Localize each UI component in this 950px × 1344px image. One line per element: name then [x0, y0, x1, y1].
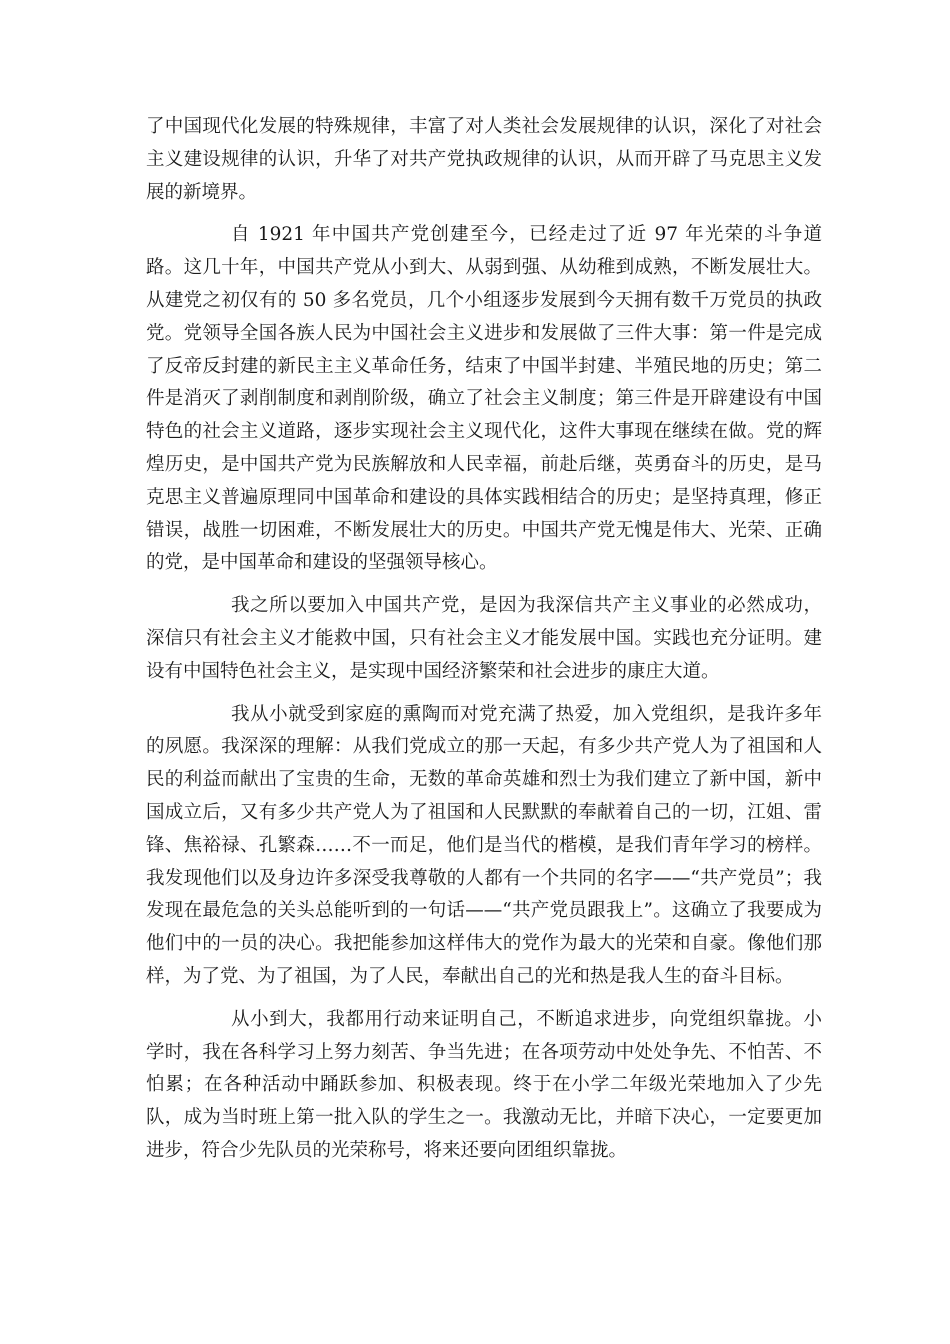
paragraph-childhood-aspiration: 我从小就受到家庭的熏陶而对党充满了热爱，加入党组织，是我许多年的夙愿。我深深的理解：从我们党成立的那一天起，有多少共产党人为了祖国和人民的利益而献出了宝贵的生命，无数的革命英雄和烈士为我们建立了新中国，新中国成立后，又有多少共产党人为了祖国和人民默默的奉献着自己的一切，江姐、雷锋、焦裕禄、孔繁森……不一而足，他们是当代的楷模，是我们青年学习的榜样。我发现他们以及身边许多深受我尊敬的人都有一个共同的名字——“共产党员”；我发现在最危急的关头总能听到的一句话——“共产党员跟我上”。这确立了我要成为他们中的一员的决心。我把能参加这样伟大的党作为最大的光荣和自豪。像他们那样，为了党、为了祖国，为了人民，奉献出自己的光和热是我人生的奋斗目标。: [146, 703, 822, 987]
paragraph-school-progress: 从小到大，我都用行动来证明自己，不断追求进步，向党组织靠拢。小学时，我在各科学习上努力刻苦、争当先进；在各项劳动中处处争先、不怕苦、不怕累；在各种活动中踊跃参加、积极表现。终于在小学二年级光荣地加入了少先队，成为当时班上第一批入队的学生之一。我激动无比，并暗下决心，一定要更加进步，符合少先队员的光荣称号，将来还要向团组织靠拢。: [146, 1008, 822, 1161]
paragraph-reason-joining: 我之所以要加入中国共产党，是因为我深信共产主义事业的必然成功，深信只有社会主义才能救中国，只有社会主义才能发展中国。实践也充分证明。建设有中国特色社会主义，是实现中国经济繁荣和社会进步的康庄大道。: [146, 595, 822, 682]
paragraph-continued: 了中国现代化发展的特殊规律，丰富了对人类社会发展规律的认识，深化了对社会主义建设规律的认识，升华了对共产党执政规律的认识，从而开辟了马克思主义发展的新境界。: [146, 116, 822, 203]
paragraph-party-history: 自 1921 年中国共产党创建至今，已经走过了近 97 年光荣的斗争道路。这几十年，中国共产党从小到大、从弱到强、从幼稚到成熟，不断发展壮大。从建党之初仅有的 50 多名党员，几个小组逐步发展到今天拥有数千万党员的执政党。党领导全国各族人民为中国社会主义进步和发展做了三件大事：第一件是完成了反帝反封建的新民主主义革命任务，结束了中国半封建、半殖民地的历史；第二件是消灭了剥削制度和剥削阶级，确立了社会主义制度；第三件是开辟建设有中国特色的社会主义道路，逐步实现社会主义现代化，这件大事现在继续在做。党的辉煌历史，是中国共产党为民族解放和人民幸福，前赴后继，英勇奋斗的历史，是马克思主义普遍原理同中国革命和建设的具体实践相结合的历史；是坚持真理，修正错误，战胜一切困难，不断发展壮大的历史。中国共产党无愧是伟大、光荣、正确的党，是中国革命和建设的坚强领导核心。: [146, 224, 822, 574]
document-body: [146, 111, 822, 1168]
